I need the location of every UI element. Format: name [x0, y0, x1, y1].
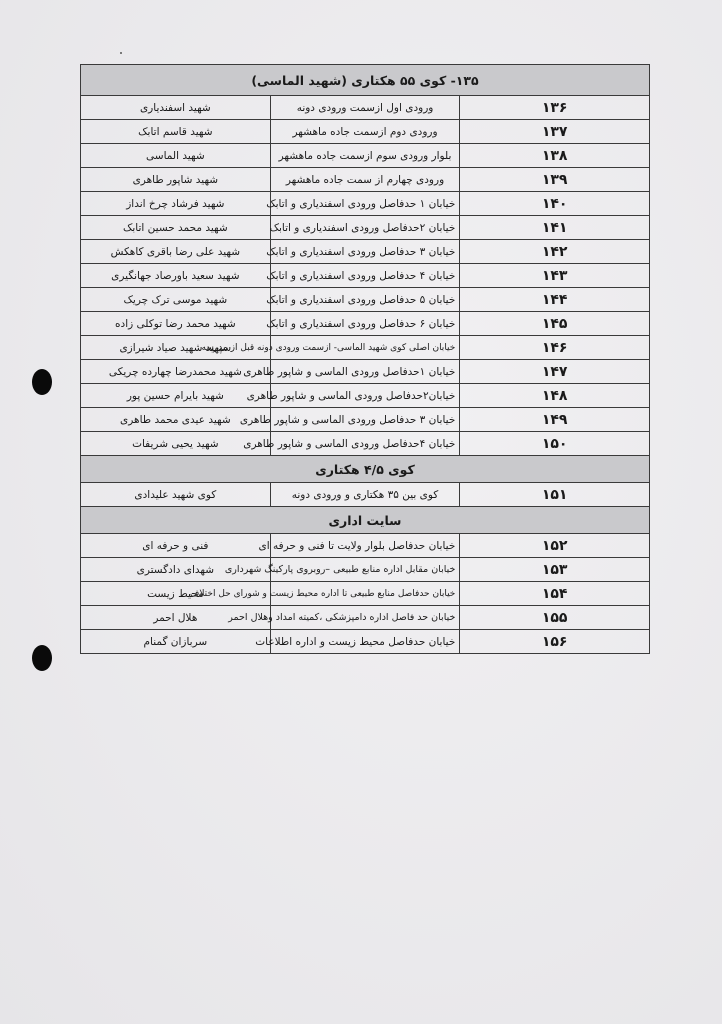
row-location: خیابان حدفاصل محیط زیست و اداره اطلاعات	[270, 630, 460, 654]
row-location: کوی بین ۳۵ هکتاری و ورودی دونه	[270, 483, 460, 507]
paper-speck	[120, 52, 122, 54]
row-number: ۱۳۶	[460, 96, 650, 120]
row-number: ۱۵۶	[460, 630, 650, 654]
row-name: شهید علی رضا باقری کاهکش	[81, 240, 271, 264]
row-location: خیابان حدفاصل بلوار ولایت تا فنی و حرفه ای	[270, 534, 460, 558]
row-name: شهید یحیی شریفات	[81, 432, 271, 456]
row-name: هلال احمر	[81, 606, 271, 630]
row-location: خیابان اصلی کوی شهید الماسی- ازسمت ورودی دونه قبل از مدرسه	[270, 336, 460, 360]
section-title: سایت اداری	[81, 507, 650, 534]
row-name: شهید عیدی محمد طاهری	[81, 408, 271, 432]
row-name: شهید بایرام حسین پور	[81, 384, 271, 408]
table-row	[81, 240, 650, 264]
row-number: ۱۳۷	[460, 120, 650, 144]
row-location: ورودی دوم ازسمت جاده ماهشهر	[270, 120, 460, 144]
table-row	[81, 360, 650, 384]
row-number: ۱۵۴	[460, 582, 650, 606]
street-names-table	[80, 64, 650, 654]
table-row	[81, 408, 650, 432]
row-location: خیابان ۶ حدفاصل ورودی اسفندیاری و اتابک	[270, 312, 460, 336]
row-location: خیابان ۵ حدفاصل ورودی اسفندیاری و اتابک	[270, 288, 460, 312]
row-number: ۱۴۰	[460, 192, 650, 216]
row-name: شهید الماسی	[81, 144, 271, 168]
punch-hole-bottom	[32, 645, 52, 671]
row-location: خیابان ۲حدفاصل ورودی اسفندیاری و اتابک	[270, 216, 460, 240]
section-title: ۱۳۵- کوی ۵۵ هکتاری (شهید الماسی)	[81, 65, 650, 96]
table-row	[81, 384, 650, 408]
row-location: ورودی اول ازسمت ورودی دونه	[270, 96, 460, 120]
section-header	[81, 65, 650, 96]
row-name: شهید محمد حسین اتابک	[81, 216, 271, 240]
row-number: ۱۴۷	[460, 360, 650, 384]
table-row	[81, 96, 650, 120]
row-number: ۱۳۹	[460, 168, 650, 192]
table-row	[81, 336, 650, 360]
table-row	[81, 120, 650, 144]
row-location: خیابان ۱ حدفاصل ورودی اسفندیاری و اتابک	[270, 192, 460, 216]
row-number: ۱۴۱	[460, 216, 650, 240]
punch-hole-top	[32, 369, 52, 395]
row-name: شهید سعید باورصاد جهانگیری	[81, 264, 271, 288]
row-number: ۱۴۲	[460, 240, 650, 264]
row-name: کوی شهید علیدادی	[81, 483, 271, 507]
row-name: شهید محمد رضا توکلی زاده	[81, 312, 271, 336]
row-name: فنی و حرفه ای	[81, 534, 271, 558]
table-row	[81, 606, 650, 630]
section-header	[81, 507, 650, 534]
row-number: ۱۵۰	[460, 432, 650, 456]
table-row	[81, 483, 650, 507]
row-location: خیابان ۱حدفاصل ورودی الماسی و شاپور طاهری	[270, 360, 460, 384]
table-row	[81, 582, 650, 606]
row-location: خیابان حدفاصل منابع طبیعی تا اداره محیط زیست و شورای حل اختلاف	[270, 582, 460, 606]
row-number: ۱۴۴	[460, 288, 650, 312]
table-row	[81, 192, 650, 216]
table-row	[81, 144, 650, 168]
row-number: ۱۴۶	[460, 336, 650, 360]
table-row	[81, 534, 650, 558]
row-location: خیابان ۳ حدفاصل ورودی الماسی و شاپور طاهری	[270, 408, 460, 432]
table-row	[81, 558, 650, 582]
table-row	[81, 630, 650, 654]
row-name: شهید موسی ترک چریک	[81, 288, 271, 312]
table-row	[81, 312, 650, 336]
row-location: خیابان۲حدفاصل ورودی الماسی و شاپور طاهری	[270, 384, 460, 408]
row-name: شهید فرشاد چرخ انداز	[81, 192, 271, 216]
row-number: ۱۵۳	[460, 558, 650, 582]
row-name: شهدای دادگستری	[81, 558, 271, 582]
table-row	[81, 216, 650, 240]
row-number: ۱۴۸	[460, 384, 650, 408]
row-location: خیابان ۴ حدفاصل ورودی اسفندیاری و اتابک	[270, 264, 460, 288]
table-row	[81, 288, 650, 312]
row-location: بلوار ورودی سوم ازسمت جاده ماهشهر	[270, 144, 460, 168]
row-number: ۱۴۵	[460, 312, 650, 336]
row-number: ۱۵۵	[460, 606, 650, 630]
row-name: شهید شاپور طاهری	[81, 168, 271, 192]
section-header	[81, 456, 650, 483]
section-title: کوی ۴/۵ هکتاری	[81, 456, 650, 483]
row-number: ۱۵۲	[460, 534, 650, 558]
row-name: شهید قاسم اتابک	[81, 120, 271, 144]
row-number: ۱۴۳	[460, 264, 650, 288]
row-number: ۱۴۹	[460, 408, 650, 432]
row-name: شهید اسفندیاری	[81, 96, 271, 120]
table-row	[81, 264, 650, 288]
row-location: خیابان ۴حدفاصل ورودی الماسی و شاپور طاهری	[270, 432, 460, 456]
row-location: ورودی چهارم از سمت جاده ماهشهر	[270, 168, 460, 192]
row-number: ۱۳۸	[460, 144, 650, 168]
row-name: محیط زیست	[81, 582, 271, 606]
table-row	[81, 432, 650, 456]
row-name: سپهید شهید صیاد شیرازی	[81, 336, 271, 360]
row-name: سربازان گمنام	[81, 630, 271, 654]
row-number: ۱۵۱	[460, 483, 650, 507]
table-row	[81, 168, 650, 192]
row-name: شهید محمدرضا چهارده چریکی	[81, 360, 271, 384]
row-location: خیابان حد فاصل اداره دامپزشکی ،کمیته امداد وهلال احمر	[270, 606, 460, 630]
row-location: خیابان مقابل اداره منابع طبیعی –روبروی پارکینگ شهرداری	[270, 558, 460, 582]
row-location: خیابان ۳ حدفاصل ورودی اسفندیاری و اتابک	[270, 240, 460, 264]
